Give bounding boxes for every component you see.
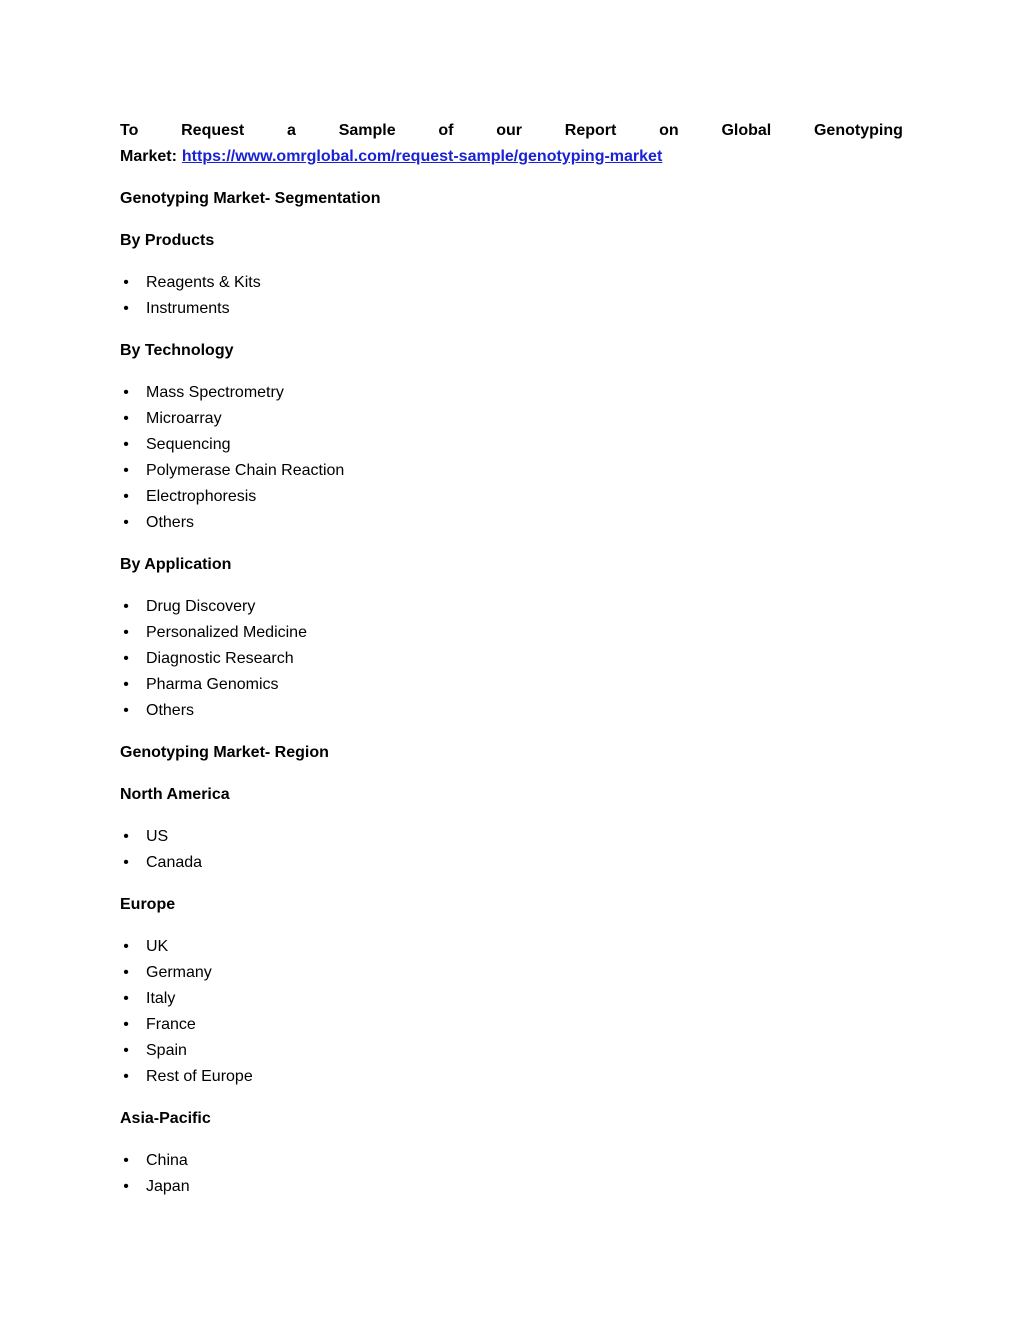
list-item-text: Drug Discovery xyxy=(146,598,256,615)
list-item-text: Instruments xyxy=(146,300,230,317)
list-item-text: Personalized Medicine xyxy=(146,624,307,641)
request-sample-paragraph xyxy=(120,118,903,170)
list-item xyxy=(120,960,903,986)
list-item-text: Microarray xyxy=(146,410,222,427)
list-item-text: Japan xyxy=(146,1178,190,1195)
list-item-text: Canada xyxy=(146,854,203,871)
bullet-icon: • xyxy=(123,514,129,531)
list-item-text: US xyxy=(146,828,169,845)
list-item xyxy=(120,620,903,646)
bullet-icon: • xyxy=(123,1178,129,1195)
bullet-list xyxy=(120,824,903,876)
list-item-text: China xyxy=(146,1152,188,1169)
bullet-icon: • xyxy=(123,384,129,401)
bullet-icon: • xyxy=(123,854,129,871)
list-item xyxy=(120,406,903,432)
bullet-icon: • xyxy=(123,1152,129,1169)
intro-word: our xyxy=(496,122,523,139)
bullet-icon: • xyxy=(123,1042,129,1059)
intro-word: Request xyxy=(181,122,245,139)
section-heading-north-america: North America xyxy=(120,786,230,803)
bullet-icon: • xyxy=(123,702,129,719)
list-item-text: Rest of Europe xyxy=(146,1068,253,1085)
intro-line-2 xyxy=(120,144,903,170)
bullet-icon: • xyxy=(123,964,129,981)
list-item-text: France xyxy=(146,1016,196,1033)
list-item-text: Polymerase Chain Reaction xyxy=(146,462,345,479)
intro-word: Sample xyxy=(338,122,396,139)
list-item xyxy=(120,458,903,484)
intro-word: Genotyping xyxy=(813,122,903,139)
list-item xyxy=(120,270,903,296)
list-item-text: Spain xyxy=(146,1042,187,1059)
section-heading-asia-pacific: Asia-Pacific xyxy=(120,1110,211,1127)
bullet-icon: • xyxy=(123,1068,129,1085)
list-item-text: Italy xyxy=(146,990,176,1007)
list-item-text: UK xyxy=(146,938,169,955)
list-item-text: Electrophoresis xyxy=(146,488,257,505)
bullet-list xyxy=(120,380,903,536)
bullet-icon: • xyxy=(123,828,129,845)
list-item xyxy=(120,934,903,960)
section-heading-genotyping-market-region: Genotyping Market- Region xyxy=(120,744,329,761)
intro-word: To xyxy=(120,122,139,139)
list-item-text: Others xyxy=(146,702,195,719)
bullet-icon: • xyxy=(123,990,129,1007)
bullet-icon: • xyxy=(123,300,129,317)
list-item xyxy=(120,1174,903,1200)
section-heading-by-application: By Application xyxy=(120,556,232,573)
intro-word: a xyxy=(287,122,296,139)
list-item xyxy=(120,850,903,876)
list-item xyxy=(120,698,903,724)
list-item xyxy=(120,824,903,850)
bullet-icon: • xyxy=(123,462,129,479)
bullet-icon: • xyxy=(123,436,129,453)
list-item xyxy=(120,1064,903,1090)
document-page xyxy=(120,118,903,1216)
list-item xyxy=(120,510,903,536)
bullet-list xyxy=(120,594,903,724)
segmentation-content xyxy=(120,186,903,1200)
list-item xyxy=(120,380,903,406)
intro-word: on xyxy=(659,122,679,139)
list-item xyxy=(120,672,903,698)
bullet-icon: • xyxy=(123,676,129,693)
intro-line-1 xyxy=(120,118,903,144)
list-item xyxy=(120,432,903,458)
intro-word: Report xyxy=(564,122,617,139)
section-heading-genotyping-market-segmentation: Genotyping Market- Segmentation xyxy=(120,190,381,207)
section-heading-europe: Europe xyxy=(120,896,176,913)
bullet-icon: • xyxy=(123,488,129,505)
bullet-icon: • xyxy=(123,1016,129,1033)
section-heading-by-products: By Products xyxy=(120,232,215,249)
intro-word: Global xyxy=(721,122,772,139)
bullet-icon: • xyxy=(123,938,129,955)
bullet-list xyxy=(120,270,903,322)
intro-word: of xyxy=(438,122,454,139)
list-item xyxy=(120,594,903,620)
list-item-text: Germany xyxy=(146,964,212,981)
bullet-icon: • xyxy=(123,410,129,427)
list-item xyxy=(120,1038,903,1064)
bullet-list xyxy=(120,934,903,1090)
list-item xyxy=(120,986,903,1012)
list-item xyxy=(120,296,903,322)
list-item xyxy=(120,646,903,672)
bullet-icon: • xyxy=(123,274,129,291)
list-item xyxy=(120,484,903,510)
list-item-text: Pharma Genomics xyxy=(146,676,279,693)
list-item-text: Sequencing xyxy=(146,436,231,453)
list-item xyxy=(120,1012,903,1038)
section-heading-by-technology: By Technology xyxy=(120,342,234,359)
bullet-icon: • xyxy=(123,598,129,615)
request-sample-link[interactable]: https://www.omrglobal.com/request-sample/genotyping-market xyxy=(181,148,663,165)
list-item-text: Reagents & Kits xyxy=(146,274,261,291)
bullet-icon: • xyxy=(123,624,129,641)
list-item-text: Others xyxy=(146,514,195,531)
market-label: Market: xyxy=(120,148,177,165)
bullet-icon: • xyxy=(123,650,129,667)
bullet-list xyxy=(120,1148,903,1200)
list-item xyxy=(120,1148,903,1174)
list-item-text: Mass Spectrometry xyxy=(146,384,284,401)
list-item-text: Diagnostic Research xyxy=(146,650,294,667)
